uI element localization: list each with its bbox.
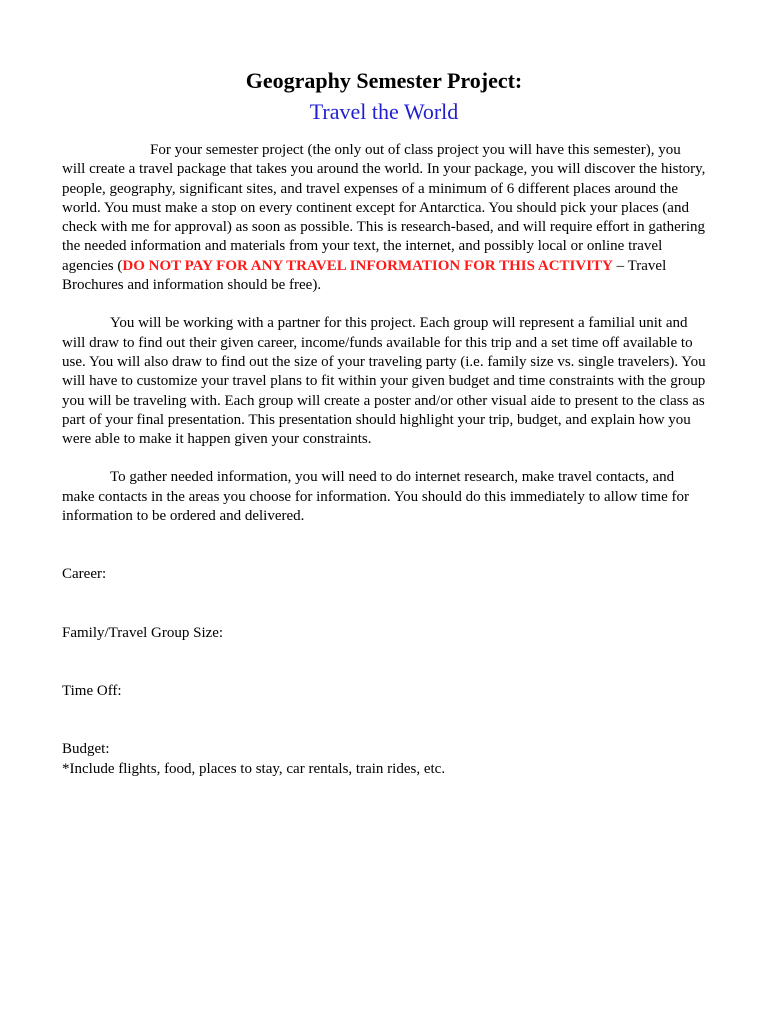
page-title: Geography Semester Project: (245, 68, 523, 93)
budget-note: *Include flights, food, places to stay, car rentals, train rides, etc. (62, 760, 446, 777)
budget-label: Budget: (62, 741, 110, 758)
intro-paragraph (62, 141, 706, 295)
partner-paragraph: You will be working with a partner for this project. Each group will represent a familial unit and will draw to find out their given career, income/funds available for this trip and a set time off available to use. You will also draw to find out the size of your traveling party (i.e. family size vs. single travelers). You will have to customize your travel plans to fit within your given budget and time constraints with the group you will be traveling with. Each group will create a poster and/or other visual aide to present to the class as part of your final presentation. This presentation should highlight your trip, budget, and explain how you were able to make it happen given your constraints. (62, 315, 706, 448)
intro-text-before: For your semester project (the only out of class project you will have this semester), you will create a travel package that takes you around the world. In your package, you will discover the history, people, geography, significant sites, and travel expenses of a minimum of 6 different places around the world. You must make a stop on every continent except for Antarctica. You should pick your places (and check with me for approval) as soon as possible. This is research-based, and will require effort in gathering the needed information and materials from your text, the internet, and possibly local or online travel agencies ( (62, 142, 706, 274)
family-size-label: Family/Travel Group Size: (62, 624, 224, 641)
warning-text: DO NOT PAY FOR ANY TRAVEL INFORMATION FOR THIS ACTIVITY (122, 257, 613, 274)
research-paragraph: To gather needed information, you will need to do internet research, make travel contacts, and make contacts in the areas you choose for information. You should do this immediately to allow time for information to be ordered and delivered. (62, 469, 689, 525)
page-subtitle: Travel the World (309, 99, 459, 124)
intro-text-after: – Travel Brochures and information should be free). (62, 257, 667, 294)
time-off-label: Time Off: (62, 682, 122, 699)
career-label: Career: (62, 566, 107, 583)
